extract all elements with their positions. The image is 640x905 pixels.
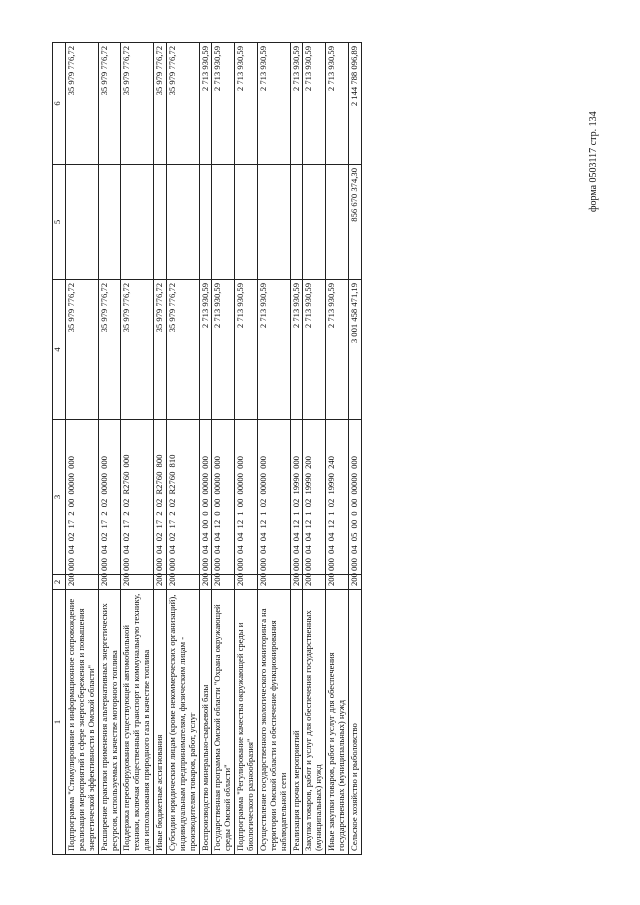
- row-executed-amount: 35 979 776,72: [166, 43, 199, 165]
- table-row: [303, 43, 326, 855]
- column-number-row: [53, 43, 66, 855]
- row-executed-amount: 35 979 776,72: [121, 43, 154, 165]
- column-header: 1: [53, 590, 66, 855]
- table-row: [212, 43, 235, 855]
- row-budget-code: 000 04 02 17 2 02 00000 000: [98, 420, 121, 575]
- row-budget-code: 000 04 04 12 0 00 00000 000: [212, 420, 235, 575]
- row-name: Поддержка переоборудования существующей автомобильной техники, включая общественный транспорт и коммунальную технику, для использования природного газа в качестве топлива: [121, 590, 154, 855]
- row-name: Осуществление государственного экологического мониторинга на территории Омской области и обеспечение функционирования наблюдательной сети: [257, 590, 290, 855]
- row-name: Подпрограмма "Регулирование качества окружающей среды и биологического разнообразия": [235, 590, 258, 855]
- row-name: Расширение практики применения альтернативных энергетических ресурсов, используемых в качестве моторного топлива: [98, 590, 121, 855]
- row-nonbank-amount: [98, 165, 121, 280]
- row-executed-amount: 35 979 776,72: [154, 43, 167, 165]
- row-approved-amount: 35 979 776,72: [66, 280, 99, 420]
- row-name: Иные закупки товаров, работ и услуг для обеспечения государственных (муниципальных) нужд: [326, 590, 349, 855]
- row-approved-amount: 2 713 930,59: [199, 280, 212, 420]
- row-executed-amount: 2 144 788 096,89: [348, 43, 361, 165]
- row-approved-amount: 2 713 930,59: [326, 280, 349, 420]
- column-header: 6: [53, 43, 66, 165]
- row-nonbank-amount: [121, 165, 154, 280]
- row-line-code: 200: [199, 575, 212, 590]
- row-budget-code: 000 04 02 17 2 02 R2760 000: [121, 420, 154, 575]
- row-nonbank-amount: [154, 165, 167, 280]
- row-name: Иные бюджетные ассигнования: [154, 590, 167, 855]
- row-name: Подпрограмма "Стимулирование и информационное сопровождение реализации мероприятий в сфере энергосбережения и повышения энергетической эффективности в Омской области": [66, 590, 99, 855]
- form-label: форма 0503117 стр. 134: [588, 111, 599, 212]
- row-line-code: 200: [166, 575, 199, 590]
- row-nonbank-amount: [303, 165, 326, 280]
- row-nonbank-amount: [199, 165, 212, 280]
- row-approved-amount: 2 713 930,59: [290, 280, 303, 420]
- row-approved-amount: 35 979 776,72: [166, 280, 199, 420]
- row-executed-amount: 2 713 930,59: [290, 43, 303, 165]
- row-approved-amount: 2 713 930,59: [212, 280, 235, 420]
- row-approved-amount: 35 979 776,72: [121, 280, 154, 420]
- row-nonbank-amount: [66, 165, 99, 280]
- row-executed-amount: 2 713 930,59: [326, 43, 349, 165]
- report-page: [52, 43, 362, 855]
- row-nonbank-amount: [212, 165, 235, 280]
- row-approved-amount: 2 713 930,59: [257, 280, 290, 420]
- row-nonbank-amount: 856 670 374,30: [348, 165, 361, 280]
- row-nonbank-amount: [235, 165, 258, 280]
- table-row: [166, 43, 199, 855]
- column-header: 5: [53, 165, 66, 280]
- row-name: Сельское хозяйство и рыболовство: [348, 590, 361, 855]
- row-budget-code: 000 04 02 17 2 00 00000 000: [66, 420, 99, 575]
- row-line-code: 200: [66, 575, 99, 590]
- table-row: [290, 43, 303, 855]
- row-line-code: 200: [212, 575, 235, 590]
- table-row: [326, 43, 349, 855]
- row-budget-code: 000 04 04 00 0 00 00000 000: [199, 420, 212, 575]
- row-nonbank-amount: [257, 165, 290, 280]
- row-nonbank-amount: [166, 165, 199, 280]
- row-name: Реализация прочих мероприятий: [290, 590, 303, 855]
- row-name: Воспроизводство минерально-сырьевой базы: [199, 590, 212, 855]
- table-row: [199, 43, 212, 855]
- table-row: [121, 43, 154, 855]
- row-approved-amount: 35 979 776,72: [154, 280, 167, 420]
- row-name: Закупка товаров, работ и услуг для обеспечения государственных (муниципальных) нужд: [303, 590, 326, 855]
- row-line-code: 200: [154, 575, 167, 590]
- row-nonbank-amount: [290, 165, 303, 280]
- row-executed-amount: 2 713 930,59: [199, 43, 212, 165]
- column-header: 2: [53, 575, 66, 590]
- row-budget-code: 000 04 04 12 1 02 19990 000: [290, 420, 303, 575]
- row-nonbank-amount: [326, 165, 349, 280]
- row-line-code: 200: [290, 575, 303, 590]
- row-approved-amount: 2 713 930,59: [303, 280, 326, 420]
- row-budget-code: 000 04 05 00 0 00 00000 000: [348, 420, 361, 575]
- table-row: [235, 43, 258, 855]
- row-executed-amount: 2 713 930,59: [235, 43, 258, 165]
- row-budget-code: 000 04 04 12 1 00 00000 000: [235, 420, 258, 575]
- row-executed-amount: 35 979 776,72: [98, 43, 121, 165]
- row-executed-amount: 2 713 930,59: [212, 43, 235, 165]
- column-header: 4: [53, 280, 66, 420]
- row-budget-code: 000 04 02 17 2 02 R2760 810: [166, 420, 199, 575]
- row-budget-code: 000 04 04 12 1 02 00000 000: [257, 420, 290, 575]
- row-line-code: 200: [98, 575, 121, 590]
- row-name: Субсидии юридическим лицам (кроме некоммерческих организаций), индивидуальным предпринимателям, физическим лицам - производителям товаров, работ, услуг: [166, 590, 199, 855]
- expenditure-table: [52, 42, 362, 855]
- table-row: [348, 43, 361, 855]
- table-row: [98, 43, 121, 855]
- row-line-code: 200: [348, 575, 361, 590]
- row-name: Государственная программа Омской области "Охрана окружающей среды Омской области": [212, 590, 235, 855]
- row-approved-amount: 35 979 776,72: [98, 280, 121, 420]
- row-line-code: 200: [257, 575, 290, 590]
- row-approved-amount: 2 713 930,59: [235, 280, 258, 420]
- row-budget-code: 000 04 04 12 1 02 19990 200: [303, 420, 326, 575]
- row-executed-amount: 35 979 776,72: [66, 43, 99, 165]
- form-header: [578, 0, 618, 230]
- column-header: 3: [53, 420, 66, 575]
- row-line-code: 200: [326, 575, 349, 590]
- row-budget-code: 000 04 02 17 2 02 R2760 800: [154, 420, 167, 575]
- row-budget-code: 000 04 04 12 1 02 19990 240: [326, 420, 349, 575]
- table-row: [66, 43, 99, 855]
- table-row: [257, 43, 290, 855]
- row-executed-amount: 2 713 930,59: [257, 43, 290, 165]
- row-line-code: 200: [303, 575, 326, 590]
- row-line-code: 200: [235, 575, 258, 590]
- row-executed-amount: 2 713 930,59: [303, 43, 326, 165]
- row-approved-amount: 3 001 458 471,19: [348, 280, 361, 420]
- row-line-code: 200: [121, 575, 154, 590]
- table-row: [154, 43, 167, 855]
